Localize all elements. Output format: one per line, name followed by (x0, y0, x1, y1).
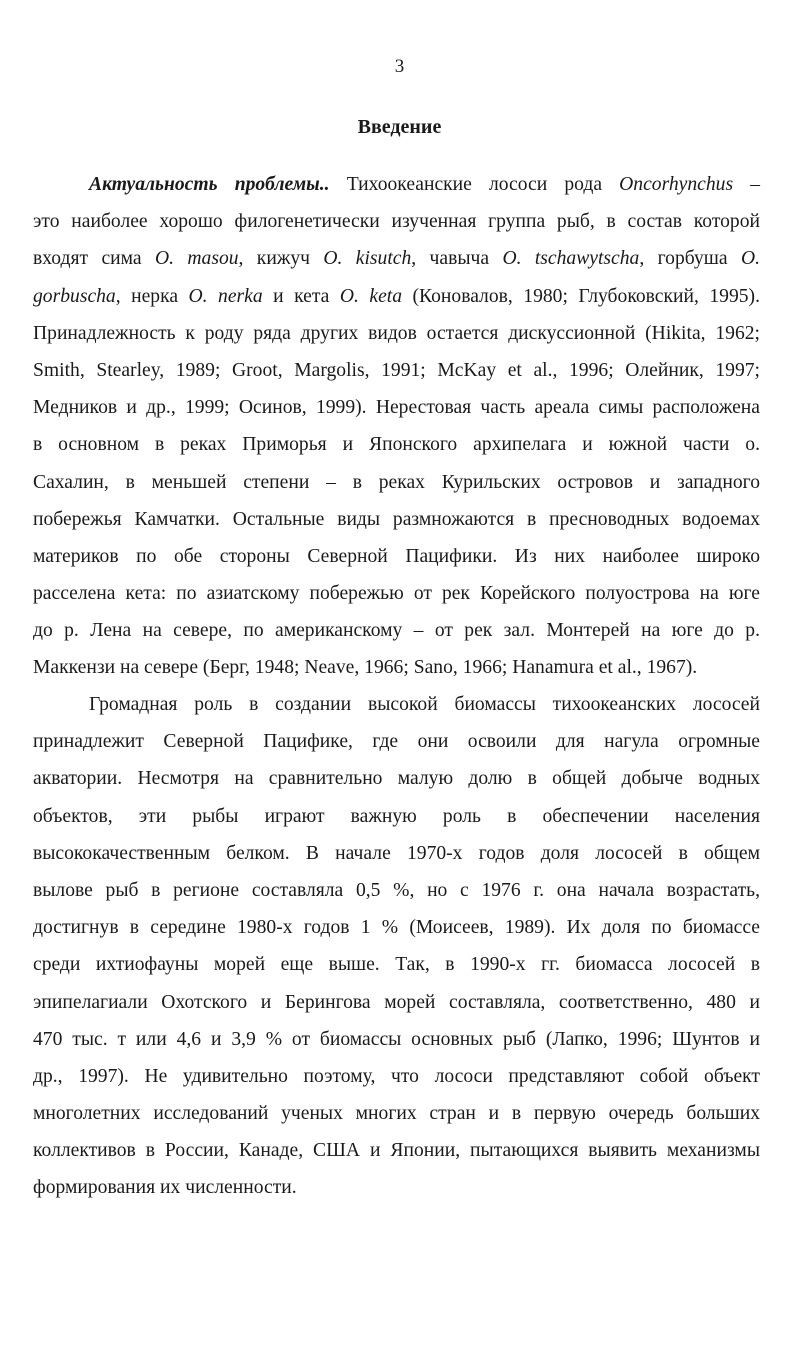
species-name: gorbuscha (33, 285, 116, 307)
text-line: Сахалин, в меньшей степени – в реках Курильских островов и западного (33, 471, 760, 493)
text-run: и кета (262, 285, 340, 307)
text-line: эпипелагиали Охотского и Берингова морей составляла, соответственно, 480 и (33, 991, 760, 1013)
species-name: O. keta (339, 285, 403, 307)
text-line: акватории. Несмотря на сравнительно малую долю в общей добыче водных (33, 768, 760, 790)
text-line: формирования их численности. (33, 1177, 297, 1199)
text-line: многолетних исследований ученых многих стран и в первую очередь больших (33, 1103, 760, 1125)
genus-name: Oncorhynchus (619, 174, 734, 195)
paragraph-role (33, 686, 760, 1207)
text-run: – (733, 174, 760, 195)
section-heading: Введение (357, 116, 442, 138)
text-line: Smith, Stearley, 1989; Groot, Margolis, 1991; McKay et al., 1996; Олейник, 1997; (33, 359, 760, 381)
text-line: Принадлежность к роду ряда других видов остается дискуссионной (Hikita, 1962; (33, 322, 760, 344)
text-line: принадлежит Северной Пацифике, где они освоили для нагула огромные (33, 731, 760, 753)
text-line: достигнув в середине 1980-х годов 1 % (Моисеев, 1989). Их доля по биомассе (33, 917, 760, 939)
text-line: материков по обе стороны Северной Пацифики. Из них наиболее широко (33, 545, 760, 567)
text-run: , чавыча (411, 248, 503, 270)
text-run: , кижуч (238, 248, 324, 270)
text-line: высококачественным белком. В начале 1970-х годов доля лососей в общем (33, 842, 760, 864)
text-line: др., 1997). Не удивительно поэтому, что лососи представляют собой объект (33, 1065, 760, 1087)
species-name: O. tschawytscha (502, 248, 640, 270)
text-line: вылове рыб в регионе составляла 0,5 %, но с 1976 г. она начала возрастать, (33, 879, 760, 901)
text-line: коллективов в России, Канаде, США и Японии, пытающихся выявить механизмы (33, 1140, 760, 1162)
subheading-relevance: Актуальность проблемы.. (89, 174, 330, 195)
page-number: 3 (394, 56, 405, 77)
text-line: расселена кета: по азиатскому побережью от рек Корейского полуострова на юге (33, 583, 760, 605)
species-name: O. kisutch (323, 248, 412, 270)
text-line: объектов, эти рыбы играют важную роль в обеспечении населения (33, 805, 760, 827)
text-line: среди ихтиофауны морей еще выше. Так, в 1990-х гг. биомасса лососей в (33, 954, 760, 976)
text-line (33, 166, 760, 203)
text-line: 470 тыс. т или 4,6 и 3,9 % от биомассы основных рыб (Лапко, 1996; Шунтов и (33, 1028, 760, 1050)
text-line: Громадная роль в создании высокой биомассы тихоокеанских лососей (89, 694, 760, 715)
text-run: , нерка (115, 285, 189, 307)
species-name: O. (740, 248, 760, 270)
paragraph-relevance (33, 166, 760, 687)
text-line (33, 240, 760, 277)
text-line: Маккензи на севере (Берг, 1948; Neave, 1966; Sano, 1966; Hanamura et al., 1967). (33, 657, 698, 679)
text-line: до р. Лена на севере, по американскому – от рек зал. Монтерей на юге до р. (33, 620, 760, 642)
species-name: O. masou (154, 248, 239, 270)
species-name: O. nerka (188, 285, 263, 307)
text-run: Тихоокеанские лососи рода (329, 174, 620, 195)
text-line: в основном в реках Приморья и Японского архипелага и южной части о. (33, 434, 760, 456)
text-run: (Коновалов, 1980; Глубоковский, 1995). (402, 285, 760, 307)
text-run: входят сима (33, 248, 155, 270)
text-line: Медников и др., 1999; Осинов, 1999). Нерестовая часть ареала симы расположена (33, 397, 760, 419)
text-line: побережья Камчатки. Остальные виды размножаются в пресноводных водоемах (33, 508, 760, 530)
text-line: это наиболее хорошо филогенетически изученная группа рыб, в состав которой (33, 211, 760, 233)
text-line (33, 278, 760, 315)
text-run: , горбуша (639, 248, 741, 270)
